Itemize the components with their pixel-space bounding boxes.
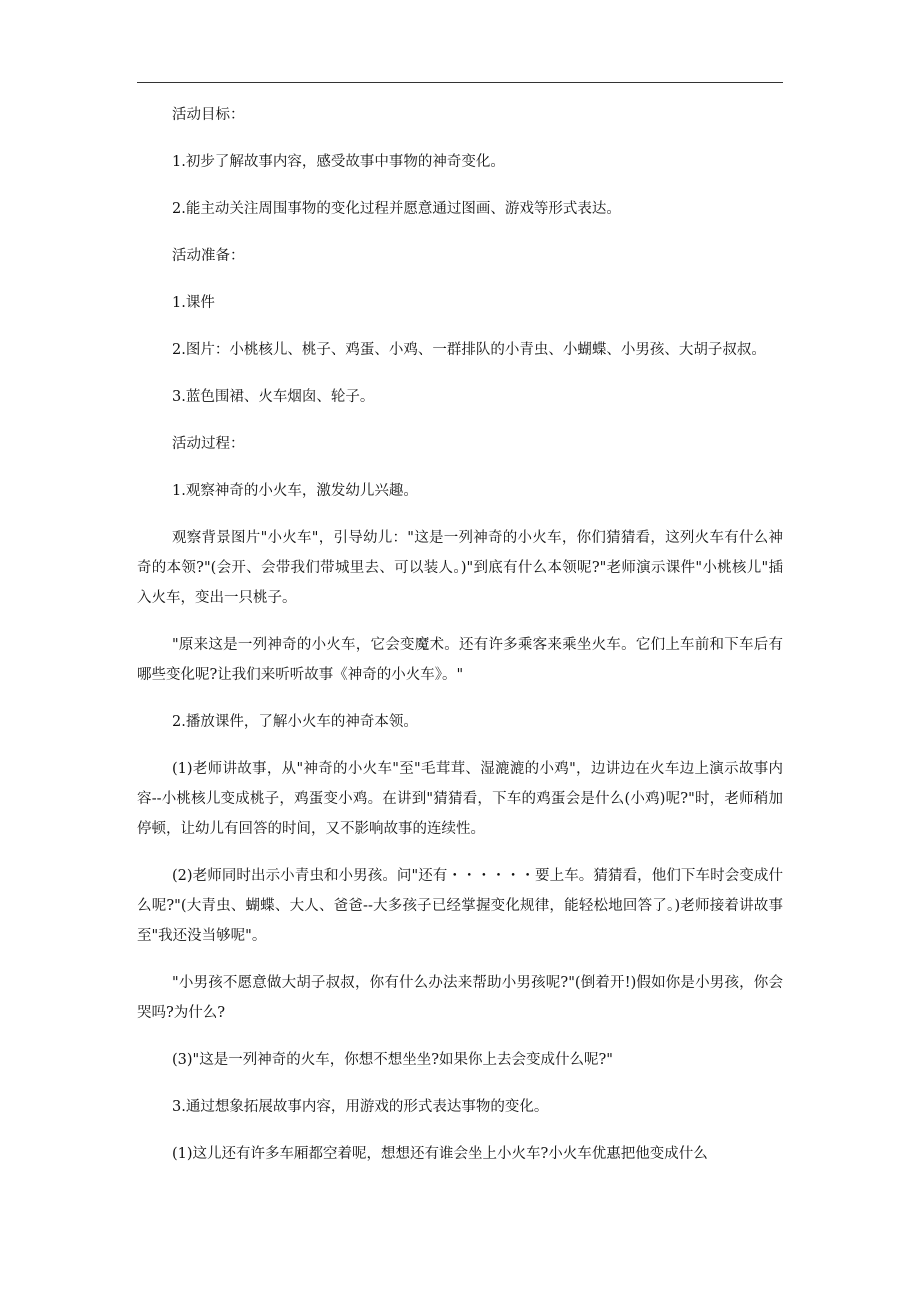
- paragraph: (3)"这是一列神奇的火车，你想不想坐坐?如果你上去会变成什么呢?": [172, 1052, 613, 1068]
- paragraph: "原来这是一列神奇的小火车，它会变魔术。还有许多乘客来乘坐火车。它们上车前和下车后有哪些变化呢?让我们来听听故事《神奇的小火车》。": [137, 637, 783, 683]
- paragraph: 1.观察神奇的小火车，激发幼儿兴趣。: [172, 483, 418, 499]
- paragraph: 2.播放课件，了解小火车的神奇本领。: [172, 714, 418, 730]
- paragraph: "小男孩不愿意做大胡子叔叔，你有什么办法来帮助小男孩呢?"(倒着开!)假如你是小男孩，你会哭吗?为什么?: [137, 975, 783, 1021]
- paragraph: 观察背景图片"小火车"，引导幼儿："这是一列神奇的小火车，你们猜猜看，这列火车有什么神奇的本领?"(会开、会带我们带城里去、可以装人。)"到底有什么本领呢?"老师演示课件"小桃核儿"插入火车，变出一只桃子。: [137, 530, 783, 606]
- paragraph: 2.能主动关注周围事物的变化过程并愿意通过图画、游戏等形式表达。: [172, 201, 621, 217]
- paragraph: 1.课件: [172, 295, 215, 311]
- paragraph: (1)这儿还有许多车厢都空着呢，想想还有谁会坐上小火车?小火车优惠把他变成什么: [172, 1146, 708, 1162]
- section-heading-preparation: 活动准备：: [172, 248, 245, 264]
- paragraph: (2)老师同时出示小青虫和小男孩。问"还有・・・・・・要上车。猜猜看，他们下车时会变成什么呢?"(大青虫、蝴蝶、大人、爸爸--大多孩子已经掌握变化规律，能轻松地回答了。)老师接着讲故事至"我还没当够呢"。: [137, 868, 783, 944]
- document-body: [137, 100, 783, 1186]
- paragraph: (1)老师讲故事，从"神奇的小火车"至"毛茸茸、湿漉漉的小鸡"，边讲边在火车边上演示故事内容--小桃核儿变成桃子，鸡蛋变小鸡。在讲到"猜猜看，下车的鸡蛋会是什么(小鸡)呢?"时，老师稍加停顿，让幼儿有回答的时间，又不影响故事的连续性。: [137, 761, 783, 837]
- paragraph: 3.通过想象拓展故事内容，用游戏的形式表达事物的变化。: [172, 1099, 549, 1115]
- section-heading-process: 活动过程：: [172, 436, 245, 452]
- section-heading-goals: 活动目标：: [172, 107, 245, 123]
- paragraph: 3.蓝色围裙、火车烟囱、轮子。: [172, 389, 375, 405]
- paragraph: 2.图片：小桃核儿、桃子、鸡蛋、小鸡、一群排队的小青虫、小蝴蝶、小男孩、大胡子叔叔。: [172, 342, 766, 358]
- paragraph: 1.初步了解故事内容，感受故事中事物的神奇变化。: [172, 154, 505, 170]
- header-rule: [137, 82, 783, 83]
